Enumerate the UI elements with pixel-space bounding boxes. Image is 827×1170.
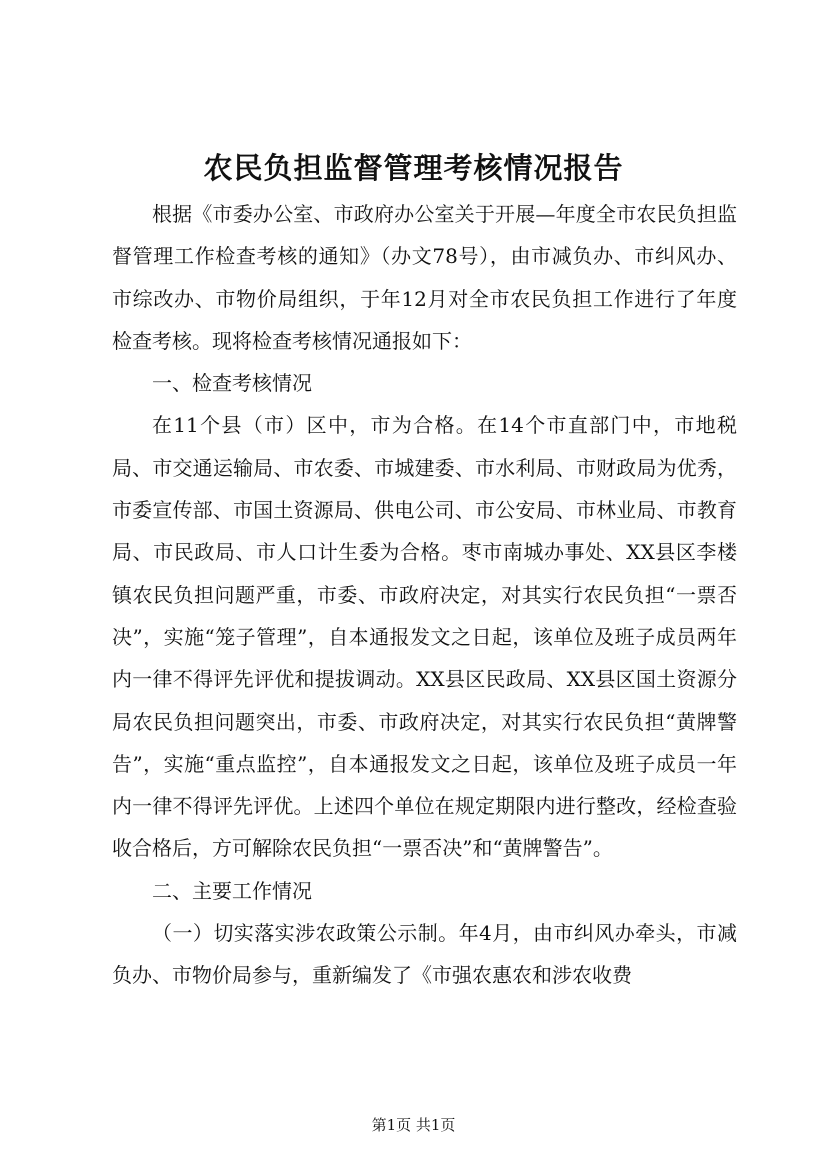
document-title: 农民负担监督管理考核情况报告: [203, 151, 624, 185]
document-body: [112, 193, 737, 997]
page-footer: 第1页 共1页: [371, 1116, 456, 1134]
paragraph-intro: 根据《市委办公室、市政府办公室关于开展—年度全市农民负担监督管理工作检查考核的通知》（办文78号），由市减负办、市纠风办、市综改办、市物价局组织，于年12月对全市农民负担工作进行了年度检查考核。现将检查考核情况通报如下：: [112, 202, 737, 353]
paragraph-work-1: （一）切实落实涉农政策公示制。年4月，由市纠风办牵头，市减负办、市物价局参与，重新编发了《市强农惠农和涉农收费: [112, 921, 737, 988]
paragraph-assessment: 在11个县（市）区中，市为合格。在14个市直部门中，市地税局、市交通运输局、市农委、市城建委、市水利局、市财政局为优秀，市委宣传部、市国土资源局、供电公司、市公安局、市林业局、市教育局、市民政局、市人口计生委为合格。枣市南城办事处、XX县区李楼镇农民负担问题严重，市委、市政府决定，对其实行农民负担“一票否决”，实施“笼子管理”，自本通报发文之日起，该单位及班子成员两年内一律不得评先评优和提拔调动。XX县区民政局、XX县区国土资源分局农民负担问题突出，市委、市政府决定，对其实行农民负担“黄牌警告”，实施“重点监控”，自本通报发文之日起，该单位及班子成员一年内一律不得评先评优。上述四个单位在规定期限内进行整改，经检查验收合格后，方可解除农民负担“一票否决”和“黄牌警告”。: [112, 413, 737, 861]
section-heading-1: 一、检查考核情况: [152, 371, 312, 396]
section-heading-2: 二、主要工作情况: [152, 878, 312, 903]
